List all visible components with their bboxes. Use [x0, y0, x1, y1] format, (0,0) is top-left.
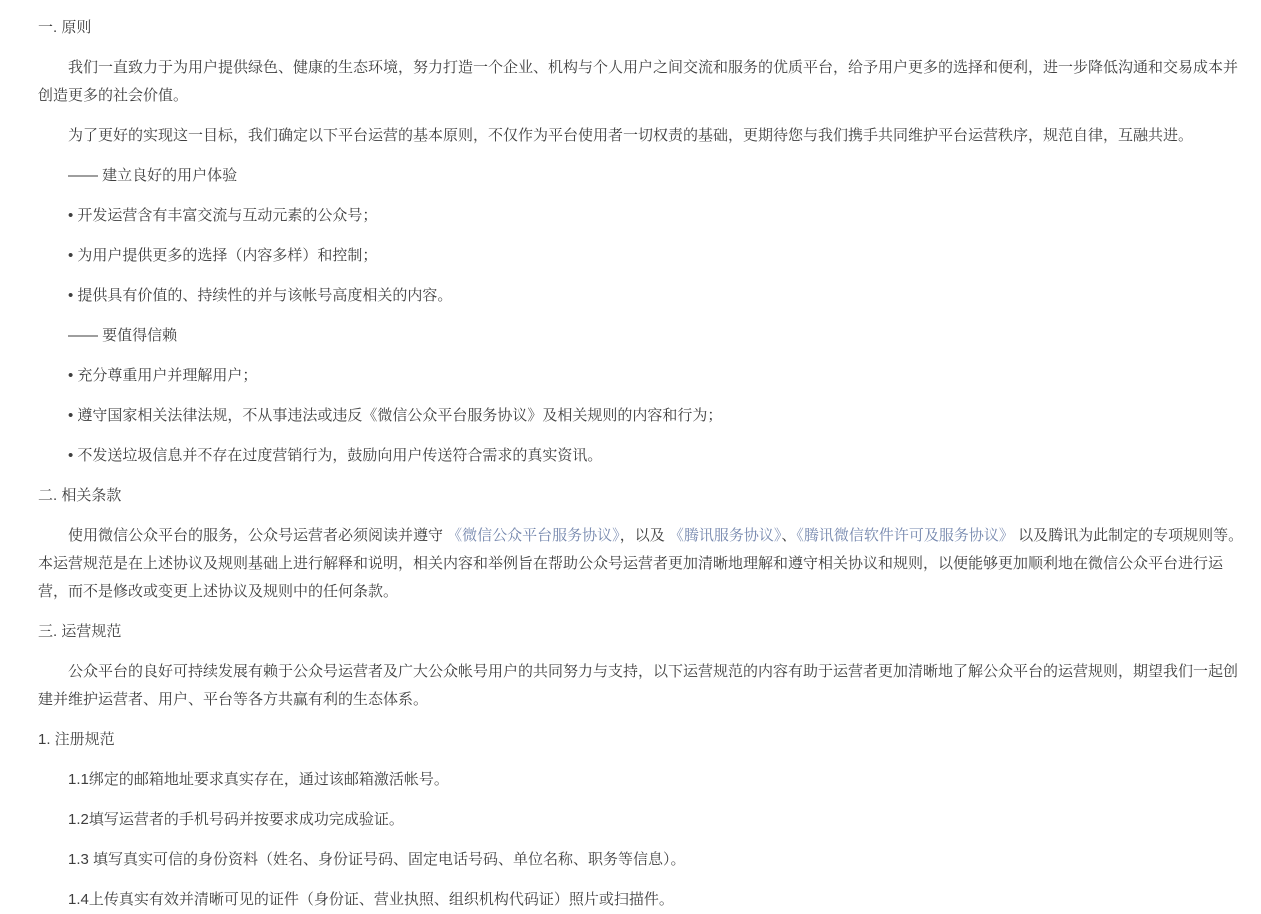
link-tencent-wechat-software-license-agreement[interactable]: 《腾讯微信软件许可及服务协议》 — [796, 527, 1014, 544]
paragraph-principles-goal: 为了更好的实现这一目标，我们确定以下平台运营的基本原则，不仅作为平台使用者一切权责的基础，更期待您与我们携手共同维护平台运营秩序，规范自律，互融共进。 — [68, 127, 1194, 144]
registration-item-1-1: 1.1绑定的邮箱地址要求真实存在，通过该邮箱激活帐号。 — [68, 771, 449, 788]
bullet-item-trust-1: • 充分尊重用户并理解用户； — [68, 367, 258, 384]
heading-related-terms: 二. 相关条款 — [38, 487, 122, 504]
heading-registration-rules: 1. 注册规范 — [38, 731, 115, 748]
terms-separator-1: ，以及 — [619, 527, 669, 544]
link-wechat-platform-service-agreement[interactable]: 《微信公众平台服务协议》 — [447, 527, 620, 544]
subheading-trustworthy: —— 要值得信赖 — [68, 327, 178, 344]
heading-operation-rules: 三. 运营规范 — [38, 623, 122, 640]
paragraph-related-terms — [38, 522, 1250, 606]
terms-text-before: 使用微信公众平台的服务，公众号运营者必须阅读并遵守 — [68, 527, 448, 544]
paragraph-operation-intro: 公众平台的良好可持续发展有赖于公众号运营者及广大公众帐号用户的共同努力与支持，以下运营规范的内容有助于运营者更加清晰地了解公众平台的运营规则，期望我们一起创建并维护运营者、用户、平台等各方共赢有利的生态体系。 — [38, 663, 1239, 708]
registration-item-1-3: 1.3 填写真实可信的身份资料（姓名、身份证号码、固定电话号码、单位名称、职务等信息）。 — [68, 851, 686, 868]
registration-item-1-2: 1.2填写运营者的手机号码并按要求成功完成验证。 — [68, 811, 404, 828]
subheading-user-experience: —— 建立良好的用户体验 — [68, 167, 238, 184]
paragraph-principles-intro: 我们一直致力于为用户提供绿色、健康的生态环境，努力打造一个企业、机构与个人用户之间交流和服务的优质平台，给予用户更多的选择和便利，进一步降低沟通和交易成本并创造更多的社会价值。 — [38, 59, 1239, 104]
bullet-item-trust-2: • 遵守国家相关法律法规，不从事违法或违反《微信公众平台服务协议》及相关规则的内容和行为； — [68, 407, 723, 424]
bullet-item-ux-1: • 开发运营含有丰富交流与互动元素的公众号； — [68, 207, 378, 224]
heading-principles: 一. 原则 — [38, 19, 92, 36]
terms-separator-2: 、 — [781, 527, 797, 544]
registration-item-1-4: 1.4上传真实有效并清晰可见的证件（身份证、营业执照、组织机构代码证）照片或扫描件。 — [68, 891, 674, 908]
bullet-item-ux-3: • 提供具有价值的、持续性的并与该帐号高度相关的内容。 — [68, 287, 453, 304]
link-tencent-service-agreement[interactable]: 《腾讯服务协议》 — [668, 527, 782, 544]
bullet-item-trust-3: • 不发送垃圾信息并不存在过度营销行为，鼓励向用户传送符合需求的真实资讯。 — [68, 447, 603, 464]
terms-text-after: 以及腾讯为此制定的专项规则等。本运营规范是在上述协议及规则基础上进行解释和说明，相关内容和举例旨在帮助公众号运营者更加清晰地理解和遵守相关协议和规则，以便能够更加顺利地在微信公众平台进行运营，而不是修改或变更上述协议及规则中的任何条款。 — [38, 527, 1244, 600]
bullet-item-ux-2: • 为用户提供更多的选择（内容多样）和控制； — [68, 247, 378, 264]
